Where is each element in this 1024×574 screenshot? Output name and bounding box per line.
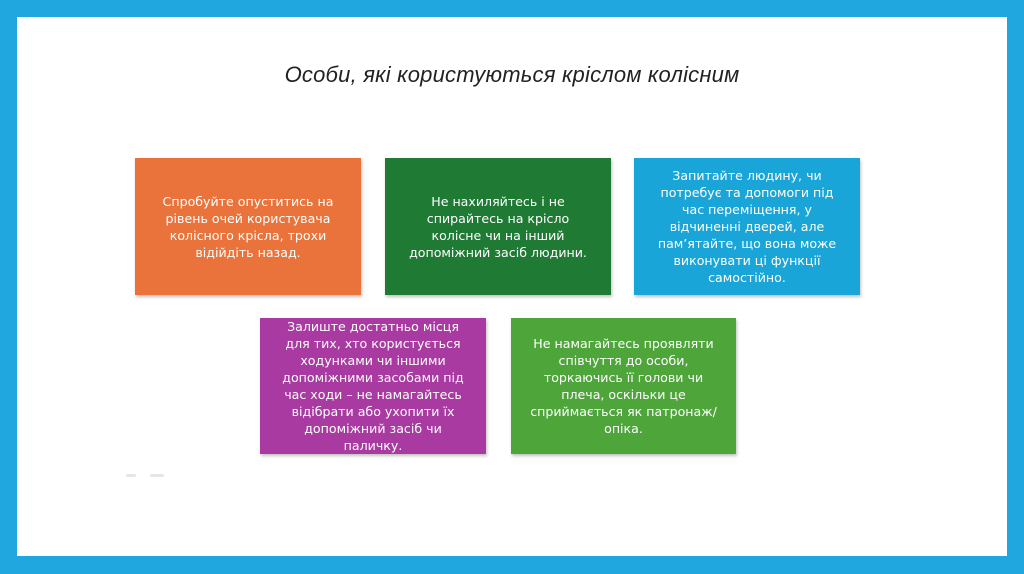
tip-card-text: Спробуйте опуститись на рівень очей користувача колісного крісла, трохи відійдіть назад.: [162, 193, 334, 260]
tip-card-text: Не намагайтесь проявляти співчуття до особи, торкаючись її голови чи плеча, оскільки це сприймається як патронаж/опіка.: [530, 336, 717, 436]
faint-decoration: [126, 474, 136, 477]
tip-card-green: [511, 318, 736, 454]
tip-card-purple: [260, 318, 486, 454]
tip-card-text: Не нахиляйтесь і не спирайтесь на крісло колісне чи на інший допоміжний засіб людини.: [409, 193, 587, 260]
tip-card-text: Запитайте людину, чи потребує та допомоги під час переміщення, у відчиненні дверей, але пам’ятайте, що вона може виконувати ці функції самостійно.: [657, 168, 837, 285]
tip-card-blue: [634, 158, 860, 295]
slide-title: Особи, які користуються кріслом колісним: [284, 62, 740, 87]
tip-card-dark-green: [385, 158, 611, 295]
tip-card-text: Залиште достатньо місця для тих, хто користується ходунками чи іншими допоміжними засобами під час ходи – не намагайтесь відібрати або ухопити їх допоміжний засіб чи паличку.: [282, 319, 464, 453]
faint-decoration: [150, 474, 164, 477]
tip-card-orange: [135, 158, 361, 295]
